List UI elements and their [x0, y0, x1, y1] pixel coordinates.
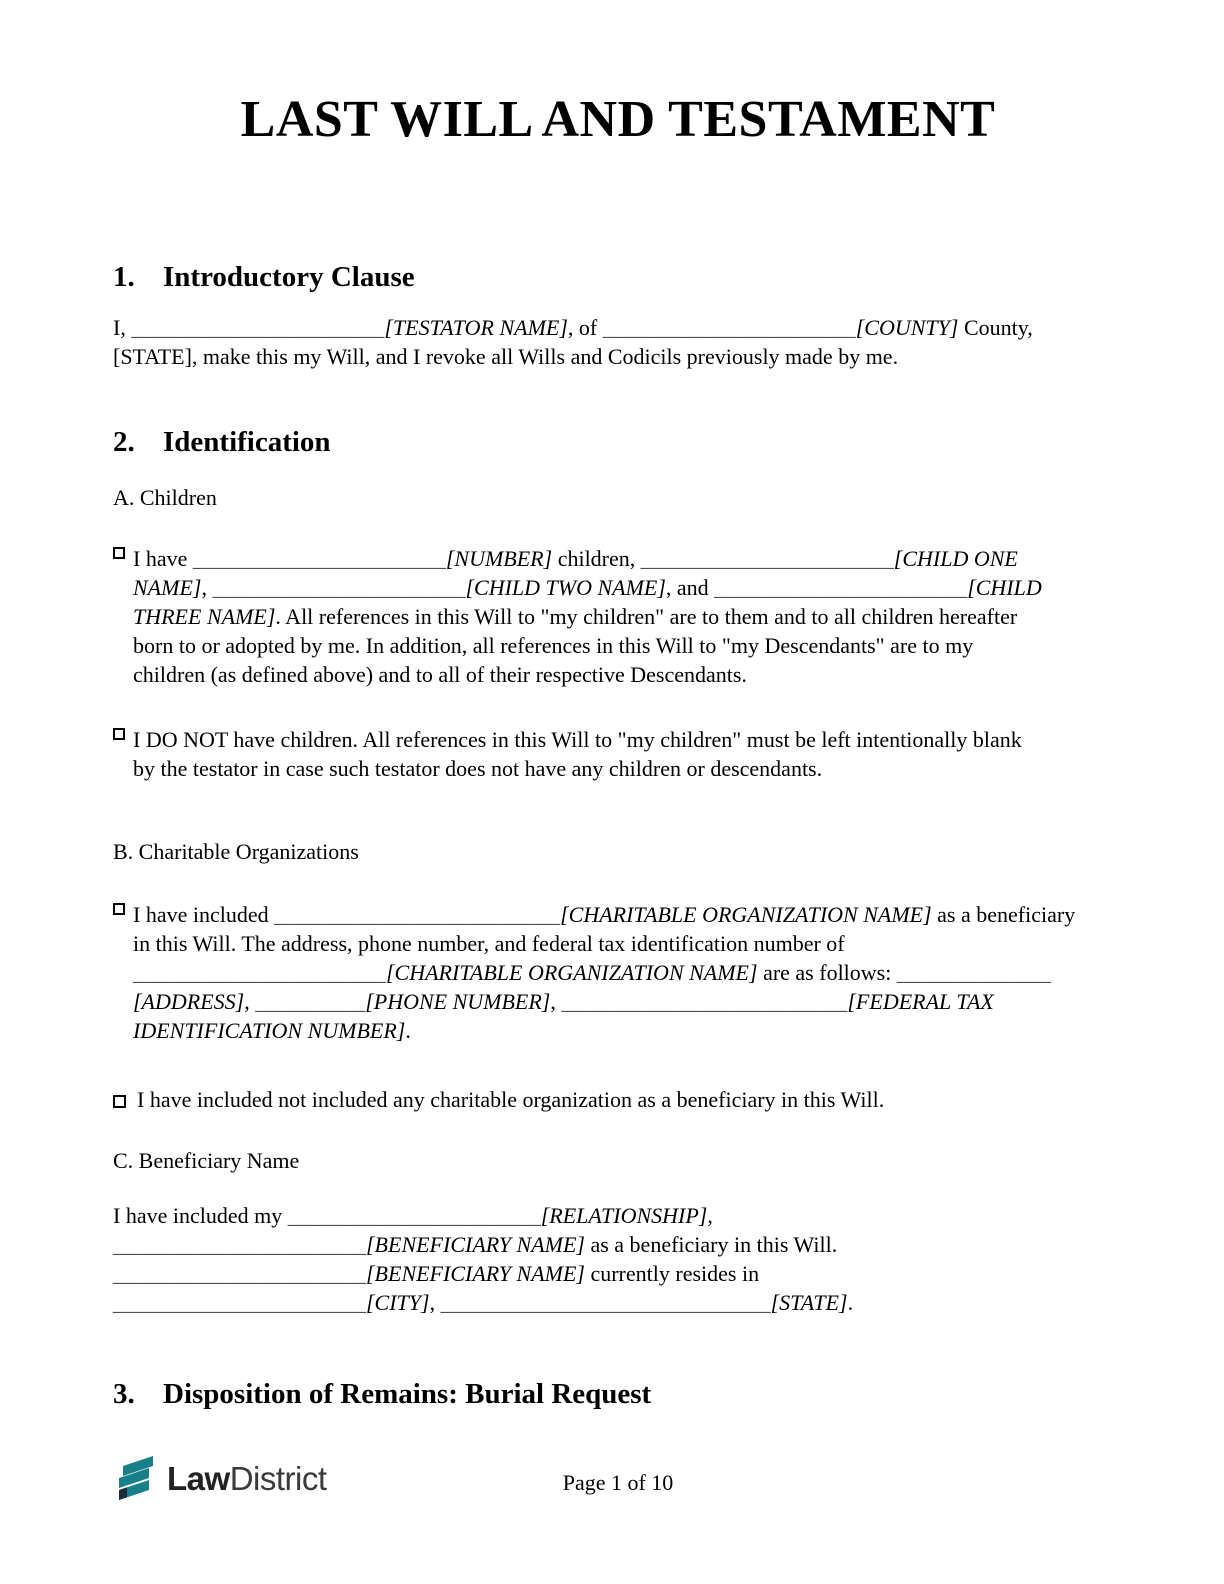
section-3-number: 3. [113, 1378, 135, 1411]
children-option-none [113, 725, 1123, 783]
charitable-option-not-included [113, 1085, 1123, 1114]
subsection-a-label: A. Children [113, 485, 217, 511]
checkbox[interactable] [113, 1095, 126, 1108]
section-1-number: 1. [113, 260, 135, 293]
document-title: LAST WILL AND TESTAMENT [240, 91, 996, 148]
section-2-heading [113, 425, 1123, 460]
option-text: I DO NOT have children. All references in this Will to "my children" must be left intentionally blank by the testator in case such testator does not have any children or descendants. [133, 727, 1022, 782]
charitable-option-included [113, 900, 1123, 1045]
logo-text-law: Law [167, 1459, 230, 1497]
logo-text-district: District [229, 1459, 327, 1497]
checkbox[interactable] [113, 728, 125, 740]
section-3-heading [113, 1377, 1123, 1412]
section-2-title: Identification [163, 425, 331, 458]
beneficiary-paragraph: I have included my _______________________[RELATIONSHIP], _______________________[BENEFICIARY NAME] as a beneficiary in this Will. _______________________[BENEFICIARY NAME] currently resides in _______________________[CITY], ______________________________[STATE]. [113, 1203, 854, 1316]
checkbox[interactable] [113, 903, 125, 915]
section-1-title: Introductory Clause [163, 260, 415, 293]
option-text: I have included not included any charitable organization as a beneficiary in this Will. [137, 1087, 885, 1113]
page-footer [113, 1450, 1123, 1520]
checkbox[interactable] [113, 547, 125, 559]
intro-paragraph: I, _______________________[TESTATOR NAME], of _______________________[COUNTY] County, [STATE], make this my Will, and I revoke all Wills and Codicils previously made by me. [113, 314, 1033, 369]
section-3-title: Disposition of Remains: Burial Request [163, 1378, 652, 1411]
subsection-b-label: B. Charitable Organizations [113, 839, 359, 865]
subsection-c-label: C. Beneficiary Name [113, 1148, 300, 1174]
page-number: Page 1 of 10 [562, 1470, 674, 1495]
option-text: I have _______________________[NUMBER] children, _______________________[CHILD ONE NAME], _______________________[CHILD TWO NAME], and _______________________[CHILD THREE NAME]. All references in this Will to "my children" are to them and to all children hereafter born to or adopted by me. In addition, all references in this Will to "my Descendants" are to my children (as defined above) and to all of their respective Descendants. [133, 546, 1042, 688]
section-1-heading [113, 260, 1123, 295]
children-option-have [113, 544, 1123, 689]
section-2-number: 2. [113, 425, 135, 458]
option-text: I have included __________________________[CHARITABLE ORGANIZATION NAME] as a beneficiary in this Will. The address, phone number, and federal tax identification number of _______________________[CHARITABLE ORGANIZATION NAME] are as follows: ______________ [ADDRESS], __________[PHONE NUMBER], __________________________[FEDERAL TAX IDENTIFICATION NUMBER]. [133, 902, 1076, 1044]
